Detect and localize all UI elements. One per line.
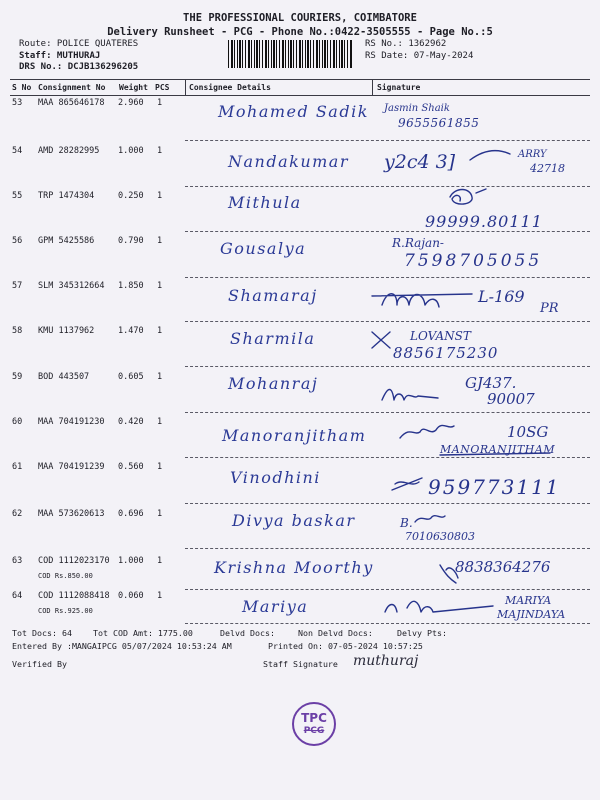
signature-text: R.Rajan-: [392, 236, 444, 250]
consignment-number: MAA 573620613: [38, 509, 105, 519]
rs-date: RS Date: 07-May-2024: [365, 51, 474, 61]
row-separator: [185, 186, 590, 187]
signature-text: L-169: [478, 287, 525, 306]
total-cod-amount: Tot COD Amt: 1775.00: [93, 628, 193, 638]
weight: 1.000: [118, 556, 144, 566]
row-separator: [185, 140, 590, 141]
weight: 1.850: [118, 281, 144, 291]
pieces: 1: [157, 281, 163, 291]
weight: 0.696: [118, 509, 144, 519]
consignee-name-handwritten: Mohamed Sadik: [218, 102, 369, 121]
pieces: 1: [157, 236, 163, 246]
delivery-points: Delvy Pts:: [397, 628, 447, 638]
serial-number: 62: [12, 509, 23, 519]
pieces: 1: [157, 98, 163, 108]
consignee-name-handwritten: Mithula: [228, 193, 302, 212]
weight: 0.560: [118, 462, 144, 472]
column-header-consignment: Consignment No: [38, 83, 106, 92]
signature-text: ARRY: [518, 149, 547, 160]
pieces: 1: [157, 191, 163, 201]
column-divider: [185, 80, 186, 95]
signature-text: 8856175230: [393, 344, 499, 362]
row-separator: [185, 366, 590, 367]
row-separator: [185, 321, 590, 322]
stamp-bottom-text: PCG: [303, 726, 325, 736]
signature-text: 90007: [487, 390, 535, 408]
signature-text: MAJINDAYA: [497, 608, 566, 621]
consignee-name-handwritten: Gousalya: [220, 239, 307, 258]
signature-text: B.: [400, 516, 413, 530]
weight: 0.605: [118, 372, 144, 382]
signature-text: LOVANST: [410, 329, 471, 343]
serial-number: 63: [12, 556, 23, 566]
consignee-name-handwritten: Mariya: [242, 597, 309, 616]
signature-text: 7010630803: [405, 530, 475, 543]
cod-amount: COD Rs.925.00: [38, 607, 93, 615]
serial-number: 53: [12, 98, 23, 108]
pieces: 1: [157, 146, 163, 156]
drs-number: DRS No.: DCJB136296205: [19, 62, 139, 72]
row-separator: [185, 503, 590, 504]
consignee-name-handwritten: Nandakumar: [228, 152, 349, 171]
consignee-name-handwritten: Shamaraj: [228, 286, 318, 305]
printed-on: Printed On: 07-05-2024 10:57:25: [268, 641, 423, 651]
row-separator: [185, 231, 590, 232]
column-header-weight: Weight: [119, 83, 148, 92]
signature-text: GJ437.: [465, 374, 517, 392]
signature-text: 959773111: [428, 475, 561, 499]
column-header-signature: Signature: [377, 83, 421, 92]
signature-text: MANORANJITHAM: [440, 443, 556, 456]
signature-scribble: [372, 294, 472, 307]
consignment-number: MAA 704191239: [38, 462, 105, 472]
consignment-number: TRP 1474304: [38, 191, 95, 201]
staff-signature: muthuraj: [353, 653, 419, 669]
row-separator: [185, 623, 590, 624]
row-separator: [185, 548, 590, 549]
row-separator: [185, 412, 590, 413]
serial-number: 55: [12, 191, 23, 201]
column-header-consignee: Consignee Details: [189, 83, 271, 92]
weight: 0.060: [118, 591, 144, 601]
consignee-name-handwritten: Sharmila: [230, 329, 316, 348]
pieces: 1: [157, 372, 163, 382]
route: Route: POLICE QUATERES: [19, 39, 139, 49]
stamp-top-text: TPC: [301, 711, 327, 725]
signature-text: Jasmin Shaik: [384, 103, 450, 114]
signature-text: y2c4 3]: [384, 151, 456, 173]
consignee-name-handwritten: Manoranjitham: [222, 426, 367, 445]
signature-text: 8838364276: [455, 558, 551, 576]
staff-name: Staff: MUTHURAJ: [19, 51, 101, 61]
signature-text: 9655561855: [398, 116, 480, 130]
cod-amount: COD Rs.850.00: [38, 572, 93, 580]
verified-by: Verified By: [12, 659, 67, 669]
signature-text: 10SG: [507, 423, 549, 441]
serial-number: 64: [12, 591, 23, 601]
staff-signature-label: Staff Signature: [263, 659, 338, 669]
weight: 0.420: [118, 417, 144, 427]
pieces: 1: [157, 462, 163, 472]
signature-text: PR: [540, 301, 559, 316]
total-docs: Tot Docs: 64: [12, 628, 72, 638]
pieces: 1: [157, 509, 163, 519]
consignment-number: SLM 345312664: [38, 281, 105, 291]
company-stamp: [292, 702, 336, 746]
serial-number: 61: [12, 462, 23, 472]
consignment-number: COD 1112023170: [38, 556, 110, 566]
consignment-number: MAA 865646178: [38, 98, 105, 108]
table-header-rule: [10, 95, 590, 96]
row-separator: [185, 277, 590, 278]
serial-number: 58: [12, 326, 23, 336]
consignee-name-handwritten: Mohanraj: [228, 374, 319, 393]
signature-text: 7598705055: [404, 251, 543, 271]
consignee-name-handwritten: Krishna Moorthy: [214, 558, 374, 577]
pieces: 1: [157, 556, 163, 566]
entered-by: Entered By :MANGAIPCG 05/07/2024 10:53:24 AM: [12, 641, 232, 651]
pieces: 1: [157, 591, 163, 601]
serial-number: 56: [12, 236, 23, 246]
table-top-rule: [10, 79, 590, 80]
pieces: 1: [157, 417, 163, 427]
consignment-number: BOD 443507: [38, 372, 90, 382]
pieces: 1: [157, 326, 163, 336]
consignment-number: COD 1112088418: [38, 591, 110, 601]
company-name: THE PROFESSIONAL COURIERS, COIMBATORE: [183, 12, 417, 24]
weight: 1.470: [118, 326, 144, 336]
signature-text: MARIYA: [505, 594, 552, 607]
serial-number: 54: [12, 146, 23, 156]
signature-text: 99999.80111: [425, 212, 543, 231]
weight: 2.960: [118, 98, 144, 108]
weight: 1.000: [118, 146, 144, 156]
row-separator: [185, 589, 590, 590]
serial-number: 59: [12, 372, 23, 382]
signature-text: 42718: [530, 162, 565, 175]
delivered-docs: Delvd Docs:: [220, 628, 275, 638]
column-header-pcs: PCS: [155, 83, 170, 92]
non-delivered-docs: Non Delvd Docs:: [298, 628, 373, 638]
consignment-number: AMD 28282995: [38, 146, 100, 156]
column-header-sno: S No: [12, 83, 32, 92]
weight: 0.790: [118, 236, 144, 246]
consignment-number: GPM 5425586: [38, 236, 95, 246]
consignment-number: KMU 1137962: [38, 326, 95, 336]
signature-scribble: [392, 478, 422, 490]
serial-number: 57: [12, 281, 23, 291]
consignee-name-handwritten: Vinodhini: [230, 468, 321, 487]
runsheet-title: Delivery Runsheet - PCG - Phone No.:0422-3505555 - Page No.:5: [107, 26, 493, 38]
barcode: [228, 40, 353, 68]
rs-number: RS No.: 1362962: [365, 39, 447, 49]
serial-number: 60: [12, 417, 23, 427]
row-separator: [185, 457, 590, 458]
consignee-name-handwritten: Divya baskar: [232, 511, 356, 530]
weight: 0.250: [118, 191, 144, 201]
signature-scribble: [382, 390, 438, 401]
column-divider: [372, 80, 373, 95]
consignment-number: MAA 704191230: [38, 417, 105, 427]
